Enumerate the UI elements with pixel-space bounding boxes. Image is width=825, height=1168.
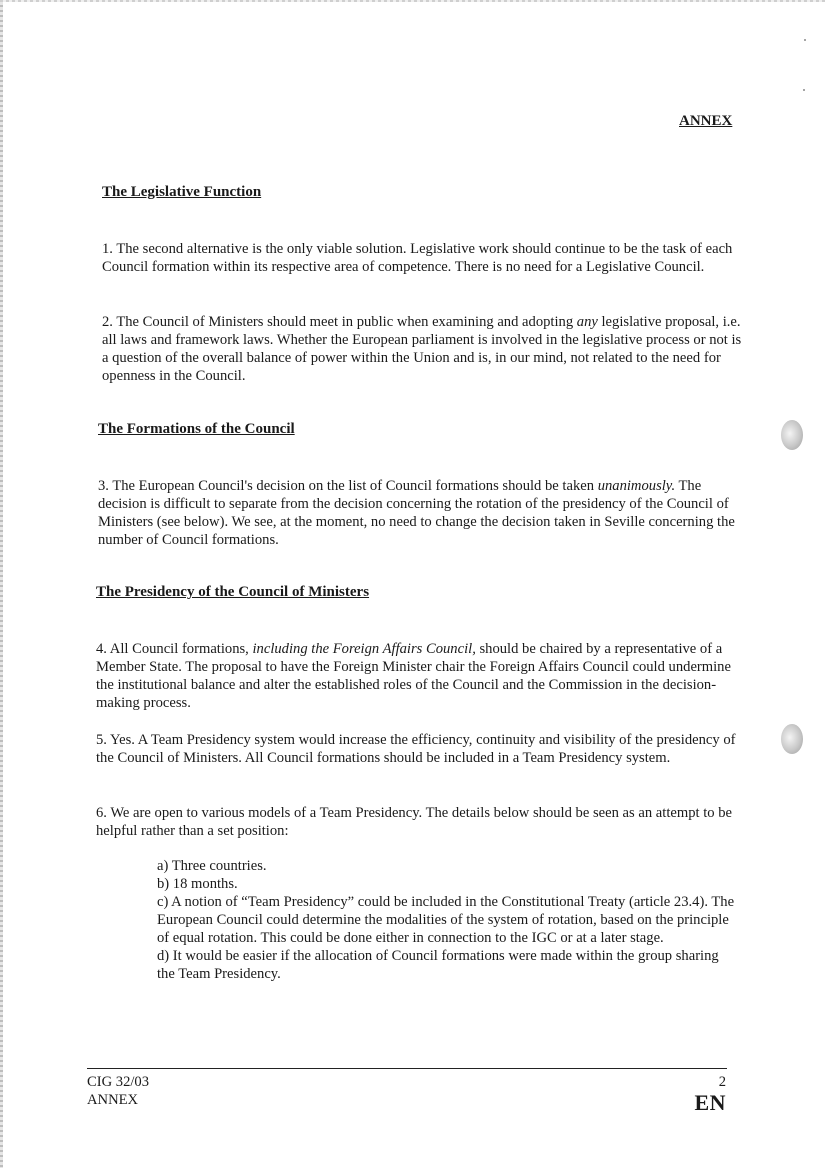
paragraph-4-text-a: 4. All Council formations, xyxy=(96,641,253,657)
heading-presidency: The Presidency of the Council of Ministers xyxy=(96,584,370,600)
page-number: 2 xyxy=(718,1074,726,1090)
footer-doc-ref: CIG 32/03 xyxy=(87,1074,150,1090)
paragraph-4-emphasis: including the Foreign Affairs Council, xyxy=(252,641,476,657)
language-code: EN xyxy=(694,1090,726,1115)
paragraph-5: 5. Yes. A Team Presidency system would increase the efficiency, continuity and visibility of the presidency of the Council of Ministers. All Council formations should be included in a Team Presidency system. xyxy=(96,732,736,766)
list-item: b) 18 months. xyxy=(157,876,238,892)
annex-label: ANNEX xyxy=(679,113,733,129)
scan-edge-left xyxy=(0,0,3,1168)
list-item: c) A notion of “Team Presidency” could be included in the Constitutional Treaty (article 23.4). The European Council could determine the modalities of the system of rotation, based on the principle of equal rotation. This could be done either in connection to the IGC or at a later stage. xyxy=(157,894,735,946)
paragraph-3 xyxy=(98,477,738,549)
punch-hole xyxy=(781,724,803,754)
paragraph-2-text-b: legislative proposal, i.e. all laws and framework laws. Whether the European parliament is involved in the legislative process or not is a question of the overall balance of power within the Union and is, in our mind, not related to the need for openness in the Council. xyxy=(102,314,742,384)
paragraph-3-emphasis: unanimously. xyxy=(597,478,676,494)
list-item: a) Three countries. xyxy=(157,858,267,874)
paragraph-1: 1. The second alternative is the only viable solution. Legislative work should continue to be the task of each Council formation within its respective area of competence. There is no need for a Legislative Council. xyxy=(102,241,733,275)
paragraph-4 xyxy=(96,640,736,712)
footer-left xyxy=(87,1073,149,1109)
heading-legislative-function: The Legislative Function xyxy=(102,184,262,200)
scan-edge-top xyxy=(0,0,825,2)
footer-divider xyxy=(87,1068,727,1069)
paragraph-2-emphasis: any xyxy=(576,314,598,330)
list-item: d) It would be easier if the allocation of Council formations were made within the group sharing the Team Presidency. xyxy=(157,948,719,982)
footer-annex: ANNEX xyxy=(87,1092,139,1108)
paragraph-2 xyxy=(102,313,742,385)
punch-hole xyxy=(781,420,803,450)
paragraph-3-text-b: The decision is difficult to separate from the decision concerning the rotation of the presidency of the Council of Ministers (see below). We see, at the moment, no need to change the decision taken in Seville concerning the number of Council formations. xyxy=(98,478,735,548)
paragraph-4-text-b: should be chaired by a representative of a Member State. The proposal to have the Foreign Minister chair the Foreign Affairs Council could undermine the institutional balance and alter the established roles of the Council and the Commission in the decision-making process. xyxy=(96,641,731,711)
paragraph-2-text-a: 2. The Council of Ministers should meet in public when examining and adopting xyxy=(102,314,577,330)
scan-speck xyxy=(803,89,805,91)
paragraph-6: 6. We are open to various models of a Team Presidency. The details below should be seen as an attempt to be helpful rather than a set position: xyxy=(96,805,732,839)
footer-right xyxy=(680,1073,726,1115)
scan-speck xyxy=(804,39,806,41)
team-presidency-details-list xyxy=(157,857,737,983)
paragraph-3-text-a: 3. The European Council's decision on the list of Council formations should be taken xyxy=(98,478,598,494)
heading-formations-of-council: The Formations of the Council xyxy=(98,421,295,437)
